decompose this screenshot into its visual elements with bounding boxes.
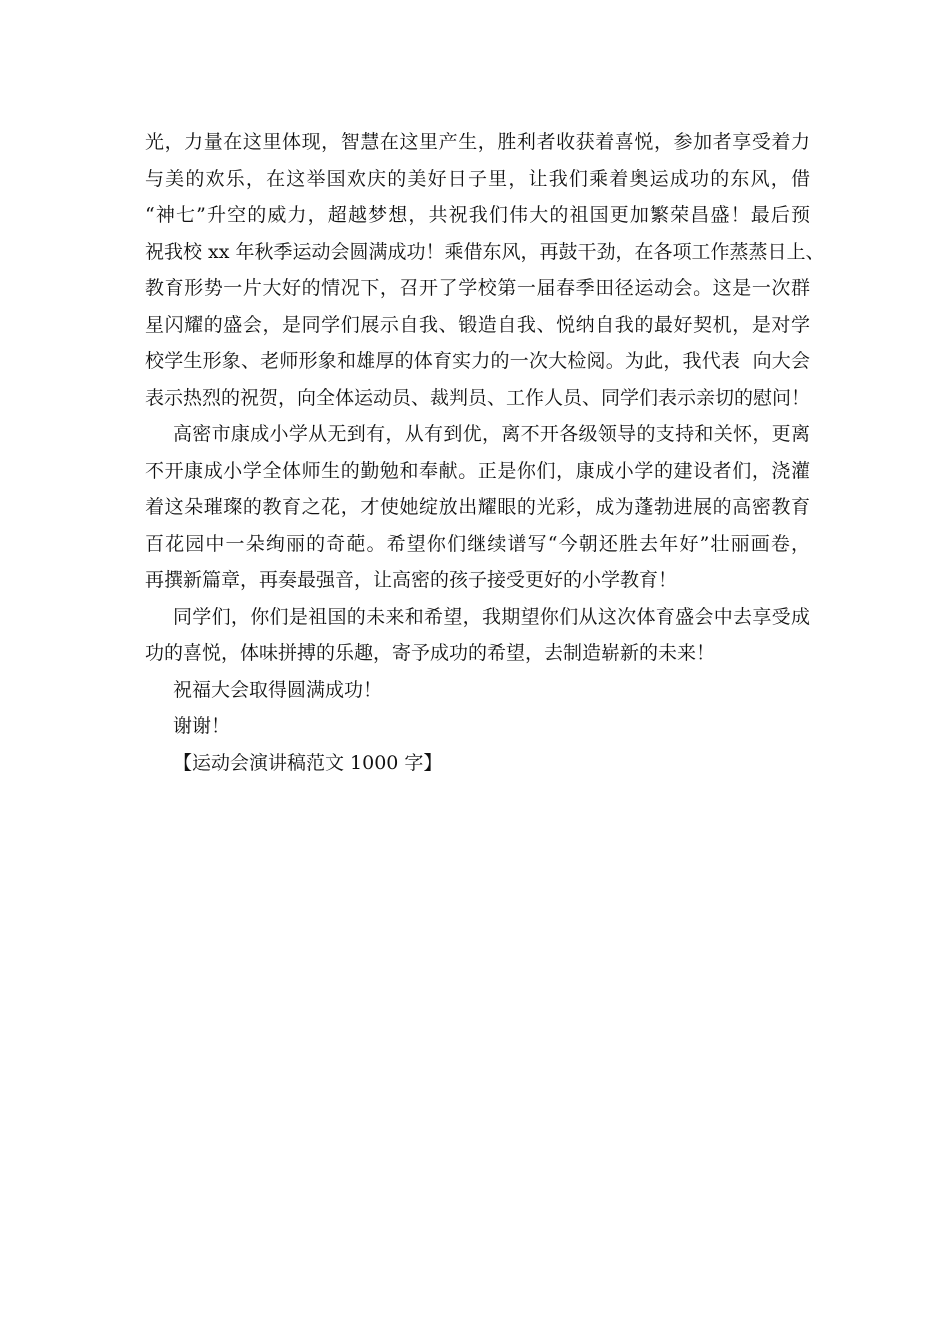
text-line: 教育形势一片大好的情况下，召开了学校第一届春季田径运动会。这是一次群	[145, 277, 810, 299]
text-line: 再撰新篇章，再奏最强音，让高密的孩子接受更好的小学教育！	[145, 569, 678, 591]
text-line: 同学们，你们是祖国的未来和希望，我期望你们从这次体育盛会中去享受成	[173, 605, 810, 628]
document-body	[145, 124, 825, 781]
paragraph-closing-speech	[145, 124, 825, 416]
text-line: 校学生形象、老师形象和雄厚的体育实力的一次大检阅。为此，我代表 向大会	[145, 350, 810, 372]
text-line: 光，力量在这里体现，智慧在这里产生，胜利者收获着喜悦，参加者享受着力	[145, 131, 810, 153]
blessing-line: 祝福大会取得圆满成功！	[173, 678, 383, 701]
thanks-line: 谢谢！	[173, 715, 231, 737]
text-line: 表示热烈的祝贺，向全体运动员、裁判员、工作人员、同学们表示亲切的慰问！	[145, 386, 811, 409]
paragraph-school-praise	[145, 416, 810, 599]
text-line: 百花园中一朵绚丽的奇葩。希望你们继续谱写“今朝还胜去年好”壮丽画卷，	[145, 532, 810, 555]
text-line: 星闪耀的盛会，是同学们展示自我、锻造自我、悦纳自我的最好契机，是对学	[145, 313, 810, 336]
text-line: “神七”升空的威力，超越梦想，共祝我们伟大的祖国更加繁荣昌盛！最后预	[145, 204, 810, 226]
text-line: 与美的欢乐，在这举国欢庆的美好日子里，让我们乘着奥运成功的东风，借	[145, 167, 810, 190]
footer-title: 【运动会演讲稿范文 1000 字】	[173, 751, 443, 774]
text-line: 高密市康成小学从无到有，从有到优，离不开各级领导的支持和关怀，更离	[173, 423, 810, 445]
text-line: 不开康成小学全体师生的勤勉和奉献。正是你们，康成小学的建设者们，浇灌	[145, 459, 810, 482]
text-line: 功的喜悦，体味拼搏的乐趣，寄予成功的希望，去制造崭新的未来！	[145, 642, 716, 664]
paragraph-students	[145, 599, 810, 672]
text-line: 祝我校 xx 年秋季运动会圆满成功！乘借东风，再鼓干劲，在各项工作蒸蒸日上、	[145, 240, 825, 263]
text-line: 着这朵璀璨的教育之花，才使她绽放出耀眼的光彩，成为蓬勃进展的高密教育	[145, 496, 810, 518]
